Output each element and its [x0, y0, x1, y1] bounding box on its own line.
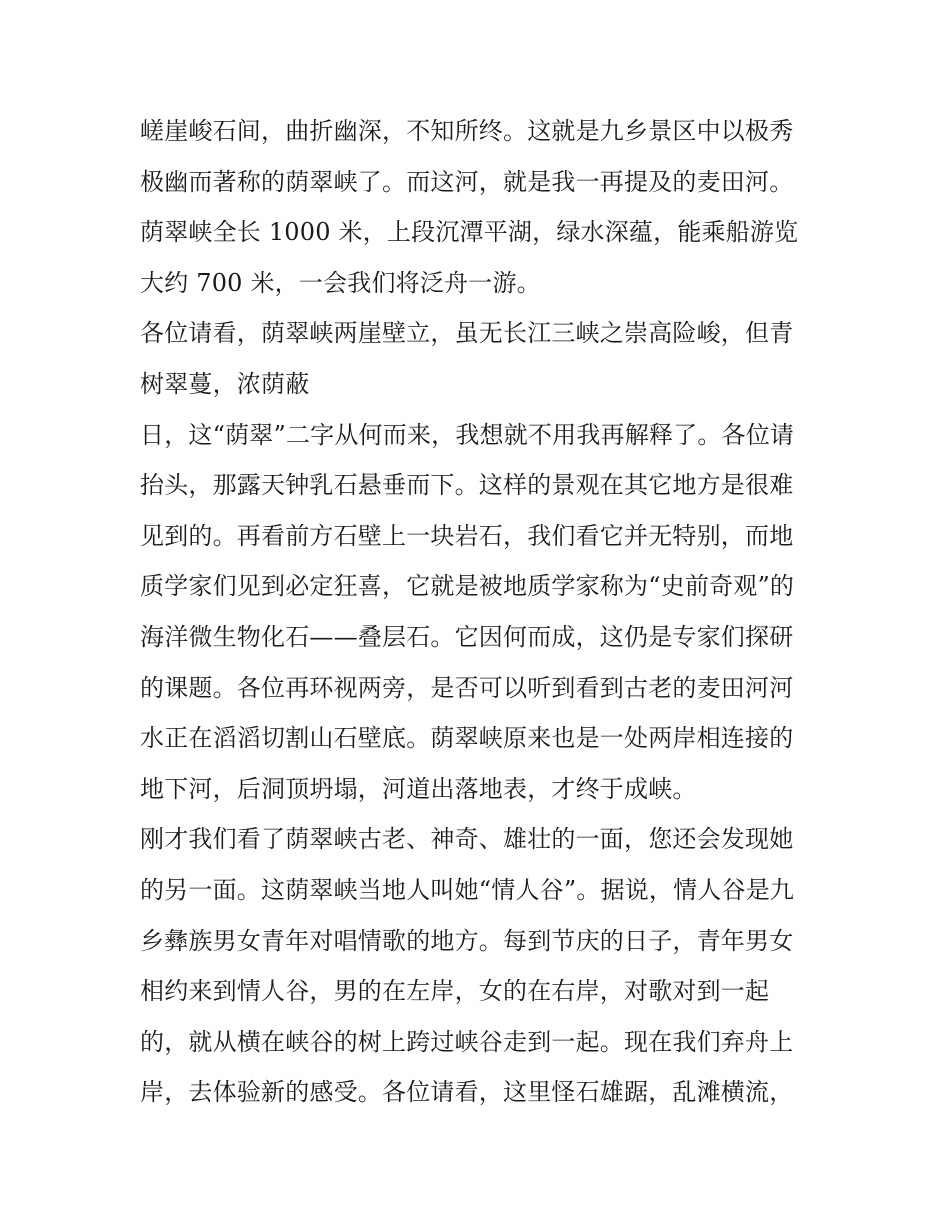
- text-line: 各位请看，荫翠峡两崖壁立，虽无长江三峡之崇高险峻，但青: [140, 319, 794, 348]
- text-line: 相约来到情人谷，男的在左岸，女的在右岸，对歌对到一起: [140, 977, 770, 1006]
- text-line: 质学家们见到必定狂喜，它就是被地质学家称为“史前奇观”的: [140, 572, 795, 601]
- text-line: 的，就从横在峡谷的树上跨过峡谷走到一起。现在我们弃舟上: [140, 1027, 794, 1056]
- text-line: 荫翠峡全长 1000 米，上段沉潭平湖，绿水深蕴，能乘船游览: [140, 218, 799, 247]
- text-line: 岸，去体验新的感受。各位请看，这里怪石雄踞，乱滩横流，: [140, 1078, 794, 1107]
- text-line: 日，这“荫翠”二字从何而来，我想就不用我再解释了。各位请: [140, 420, 795, 449]
- text-line: 的课题。各位再环视两旁，是否可以听到看到古老的麦田河河: [140, 673, 794, 702]
- text-line: 抬头，那露天钟乳石悬垂而下。这样的景观在其它地方是很难: [140, 471, 794, 500]
- text-line: 树翠蔓，浓荫蔽: [140, 369, 310, 398]
- body-text: [140, 106, 820, 1118]
- text-line: 的另一面。这荫翠峡当地人叫她“情人谷”。据说，情人谷是九: [140, 875, 795, 904]
- text-line: 海洋微生物化石——叠层石。它因何而成，这仍是专家们探研: [140, 622, 794, 651]
- text-line: 嵯崖峻石间，曲折幽深，不知所终。这就是九乡景区中以极秀: [140, 117, 794, 145]
- text-line: 极幽而著称的荫翠峡了。而这河，就是我一再提及的麦田河。: [140, 167, 794, 196]
- text-line: 乡彝族男女青年对唱情歌的地方。每到节庆的日子，青年男女: [140, 926, 794, 955]
- text-line: 大约 700 米，一会我们将泛舟一游。: [140, 268, 541, 297]
- text-line: 见到的。再看前方石壁上一块岩石，我们看它并无特别，而地: [140, 521, 794, 550]
- text-line: 刚才我们看了荫翠峡古老、神奇、雄壮的一面，您还会发现她: [140, 825, 794, 854]
- text-line: 水正在滔滔切割山石壁底。荫翠峡原来也是一处两岸相连接的: [140, 724, 794, 753]
- text-line: 地下河，后洞顶坍塌，河道出落地表，才终于成峡。: [140, 774, 697, 803]
